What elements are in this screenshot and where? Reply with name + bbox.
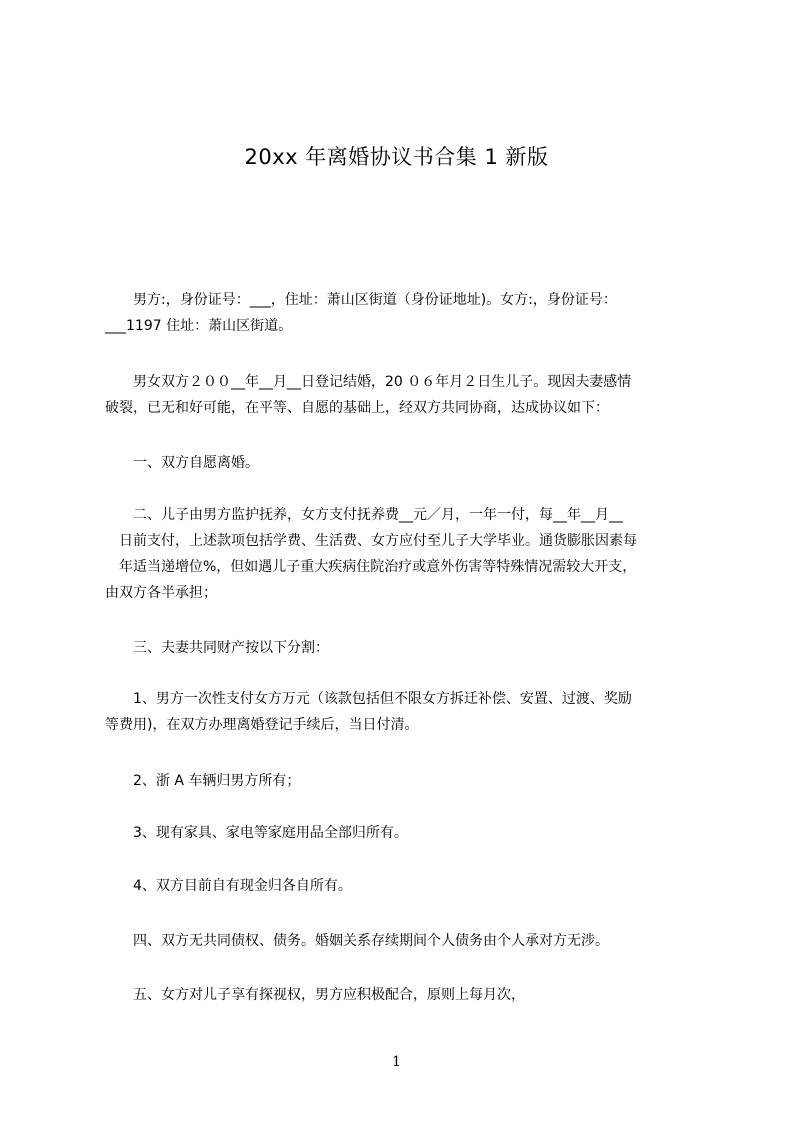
paragraph-line: 1、男方一次性支付女方万元（该款包括但不限女方拆迁补偿、安置、过渡、奖励: [105, 691, 632, 707]
paragraph-clause-1: [105, 450, 705, 476]
paragraph-marriage-info: [105, 369, 705, 421]
paragraph-line: 由双方各半承担；: [105, 585, 217, 601]
paragraph-line: 四、双方无共同债权、债务。婚姻关系存续期间个人债务由个人承对方无涉。: [105, 933, 609, 949]
paragraph-line: 2、浙 A 车辆归男方所有；: [105, 773, 301, 789]
paragraph-clause-3-1: [105, 686, 705, 738]
paragraph-line: 二、儿子由男方监护抚养，女方支付抚养费__元／月，一年一付，每__年__月__: [105, 507, 623, 523]
paragraph-clause-5: [105, 982, 705, 1008]
paragraph-line: 一、双方自愿离婚。: [105, 455, 259, 471]
paragraph-line: 年适当递增位%，但如遇儿子重大疾病住院治疗或意外伤害等特殊情况需较大开支，: [105, 559, 637, 575]
document-title: 20xx 年离婚协议书合集 1 新版: [244, 145, 549, 169]
paragraph-line: 4、双方目前自有现金归各自所有。: [105, 878, 352, 894]
paragraph-line: 等费用)，在双方办理离婚登记手续后，当日付清。: [105, 717, 419, 733]
paragraph-clause-3: [105, 635, 705, 661]
paragraph-line: 3、现有家具、家电等家庭用品全部归所有。: [105, 825, 408, 841]
paragraph-line: 五、女方对儿子享有探视权，男方应积极配合，原则上每月次，: [105, 987, 525, 1003]
paragraph-clause-2: [105, 502, 705, 606]
paragraph-line: ___1197 住址：萧山区街道。: [105, 318, 293, 334]
paragraph-line: 三、夫妻共同财产按以下分割：: [105, 640, 329, 656]
paragraph-line: 日前支付，上述款项包括学费、生活费、女方应付至儿子大学毕业。通货膨胀因素每: [105, 533, 637, 549]
paragraph-clause-3-4: [105, 873, 705, 899]
paragraph-clause-3-3: [105, 820, 705, 846]
paragraph-line: 男方:，身份证号：___，住址：萧山区街道（身份证地址)。女方:，身份证号：: [105, 292, 617, 308]
paragraph-line: 破裂，已无和好可能，在平等、自愿的基础上，经双方共同协商，达成协议如下：: [105, 400, 609, 416]
paragraph-clause-4: [105, 928, 705, 954]
paragraph-clause-3-2: [105, 768, 705, 794]
paragraph-line: 男女双方２００__年__月__日登记结婚，20 ０６年月２日生儿子。现因夫妻感情: [105, 374, 632, 390]
paragraph-parties: [105, 287, 705, 339]
page-number: 1: [392, 1054, 401, 1070]
